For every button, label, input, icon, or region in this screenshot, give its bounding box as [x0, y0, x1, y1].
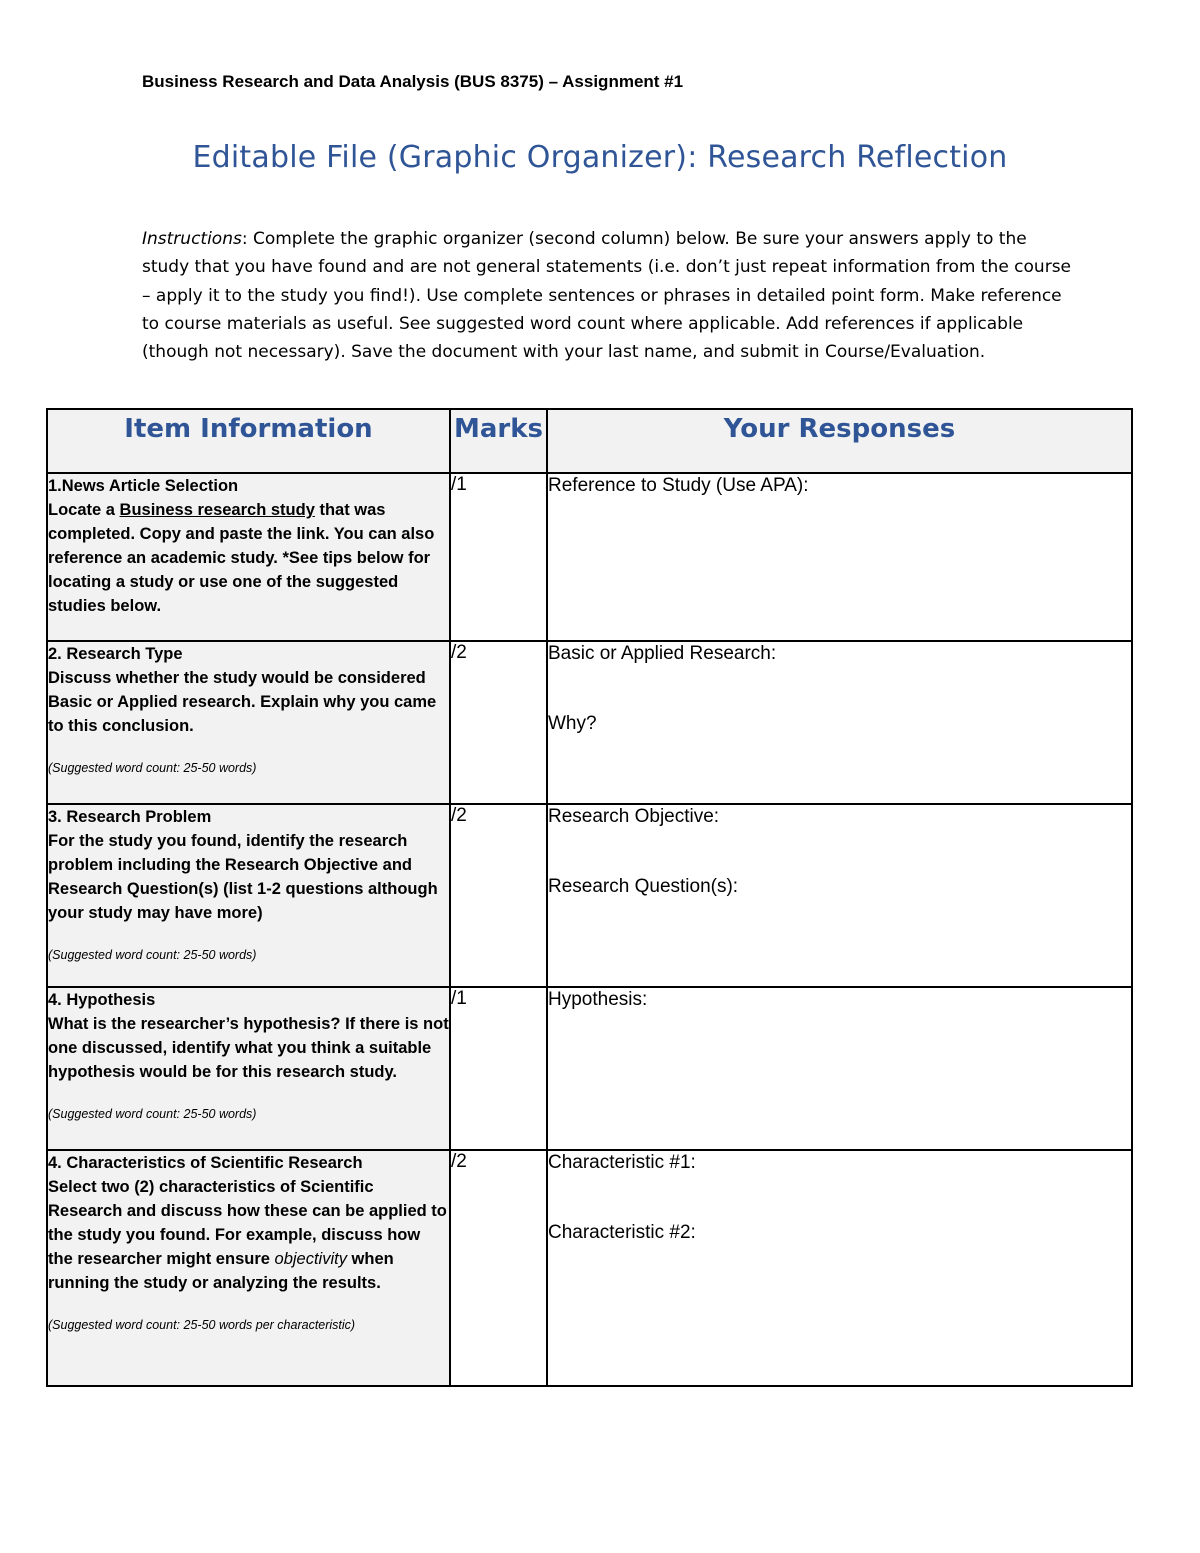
- instructions-text: : Complete the graphic organizer (second column) below. Be sure your answers apply to the study that you have found and are not general statements (i.e. don’t just repeat information from the course – apply it to the study you find!). Use complete sentences or phrases in detailed point form. Make reference to course materials as useful. See suggested word count where applicable. Add references if applicable (though not necessary). Save the document with your last name, and submit in Course/Evaluation.: [142, 229, 1072, 363]
- table-row-characteristics: [47, 1150, 1132, 1386]
- item-title: 4. Characteristics of Scientific Research: [48, 1154, 363, 1172]
- page-title: Editable File (Graphic Organizer): Research Reflection: [192, 140, 1008, 175]
- word-count-note: (Suggested word count: 25-50 words per characteristic): [48, 1318, 356, 1332]
- item-info-cell: [47, 804, 450, 987]
- header-your-responses: Your Responses: [547, 409, 1132, 473]
- table-row-news-article: [47, 473, 1132, 641]
- item-desc: Discuss whether the study would be considered Basic or Applied research. Explain why you came to this conclusion.: [48, 669, 437, 735]
- header-item-information: Item Information: [47, 409, 450, 473]
- item-info-cell: [47, 987, 450, 1150]
- word-count-note: (Suggested word count: 25-50 words): [48, 948, 257, 962]
- table-row-research-type: [47, 641, 1132, 804]
- response-cell[interactable]: [547, 1150, 1132, 1386]
- item-desc-pre: Locate a: [48, 501, 120, 519]
- response-prompt: Basic or Applied Research:: [548, 643, 777, 664]
- item-desc: For the study you found, identify the research problem including the Research Objective and Research Question(s) (list 1-2 questions although your study may have more): [48, 832, 438, 922]
- word-count-note: (Suggested word count: 25-50 words): [48, 761, 257, 775]
- header-marks: Marks: [450, 409, 547, 473]
- course-header: Business Research and Data Analysis (BUS 8375) – Assignment #1: [142, 72, 684, 91]
- response-prompt: Characteristic #2:: [548, 1222, 696, 1243]
- item-desc-post: when running the study or analyzing the results.: [48, 1250, 394, 1292]
- table-row-hypothesis: [47, 987, 1132, 1150]
- marks-cell: /2: [450, 804, 547, 987]
- item-desc-post: that was completed. Copy and paste the link. You can also reference an academic study. *See tips below for locating a study or use one of the suggested studies below.: [48, 501, 435, 615]
- table-row-research-problem: [47, 804, 1132, 987]
- response-cell[interactable]: [547, 641, 1132, 804]
- response-prompt: Why?: [548, 713, 597, 734]
- item-title: 2. Research Type: [48, 645, 183, 663]
- item-desc: What is the researcher’s hypothesis? If there is not one discussed, identify what you think a suitable hypothesis would be for this research study.: [48, 1015, 449, 1081]
- word-count-note: (Suggested word count: 25-50 words): [48, 1107, 257, 1121]
- item-desc-link: Business research study: [119, 501, 315, 519]
- item-desc-pre: Select two (2) characteristics of Scientific Research and discuss how these can be applied to the study you found. For example, discuss how the researcher might ensure: [48, 1178, 447, 1268]
- marks-cell: /2: [450, 641, 547, 804]
- response-cell[interactable]: [547, 804, 1132, 987]
- item-title: 1.News Article Selection: [48, 477, 239, 495]
- item-title: 4. Hypothesis: [48, 991, 156, 1009]
- item-info-cell: [47, 473, 450, 641]
- response-prompt: Reference to Study (Use APA):: [548, 475, 809, 496]
- item-desc-emphasis: objectivity: [274, 1250, 347, 1268]
- response-prompt: Research Objective:: [548, 806, 720, 827]
- table-header-row: [47, 409, 1132, 473]
- item-info-cell: [47, 641, 450, 804]
- marks-cell: /1: [450, 473, 547, 641]
- item-info-cell: [47, 1150, 450, 1386]
- instructions-lead: Instructions: [142, 229, 242, 249]
- item-title: 3. Research Problem: [48, 808, 212, 826]
- response-cell[interactable]: [547, 987, 1132, 1150]
- graphic-organizer-table: [46, 408, 1133, 1387]
- response-prompt: Hypothesis:: [548, 989, 648, 1010]
- response-cell[interactable]: [547, 473, 1132, 641]
- response-prompt: Research Question(s):: [548, 876, 739, 897]
- instructions-paragraph: [142, 225, 1072, 366]
- response-prompt: Characteristic #1:: [548, 1152, 696, 1173]
- marks-cell: /1: [450, 987, 547, 1150]
- marks-cell: /2: [450, 1150, 547, 1386]
